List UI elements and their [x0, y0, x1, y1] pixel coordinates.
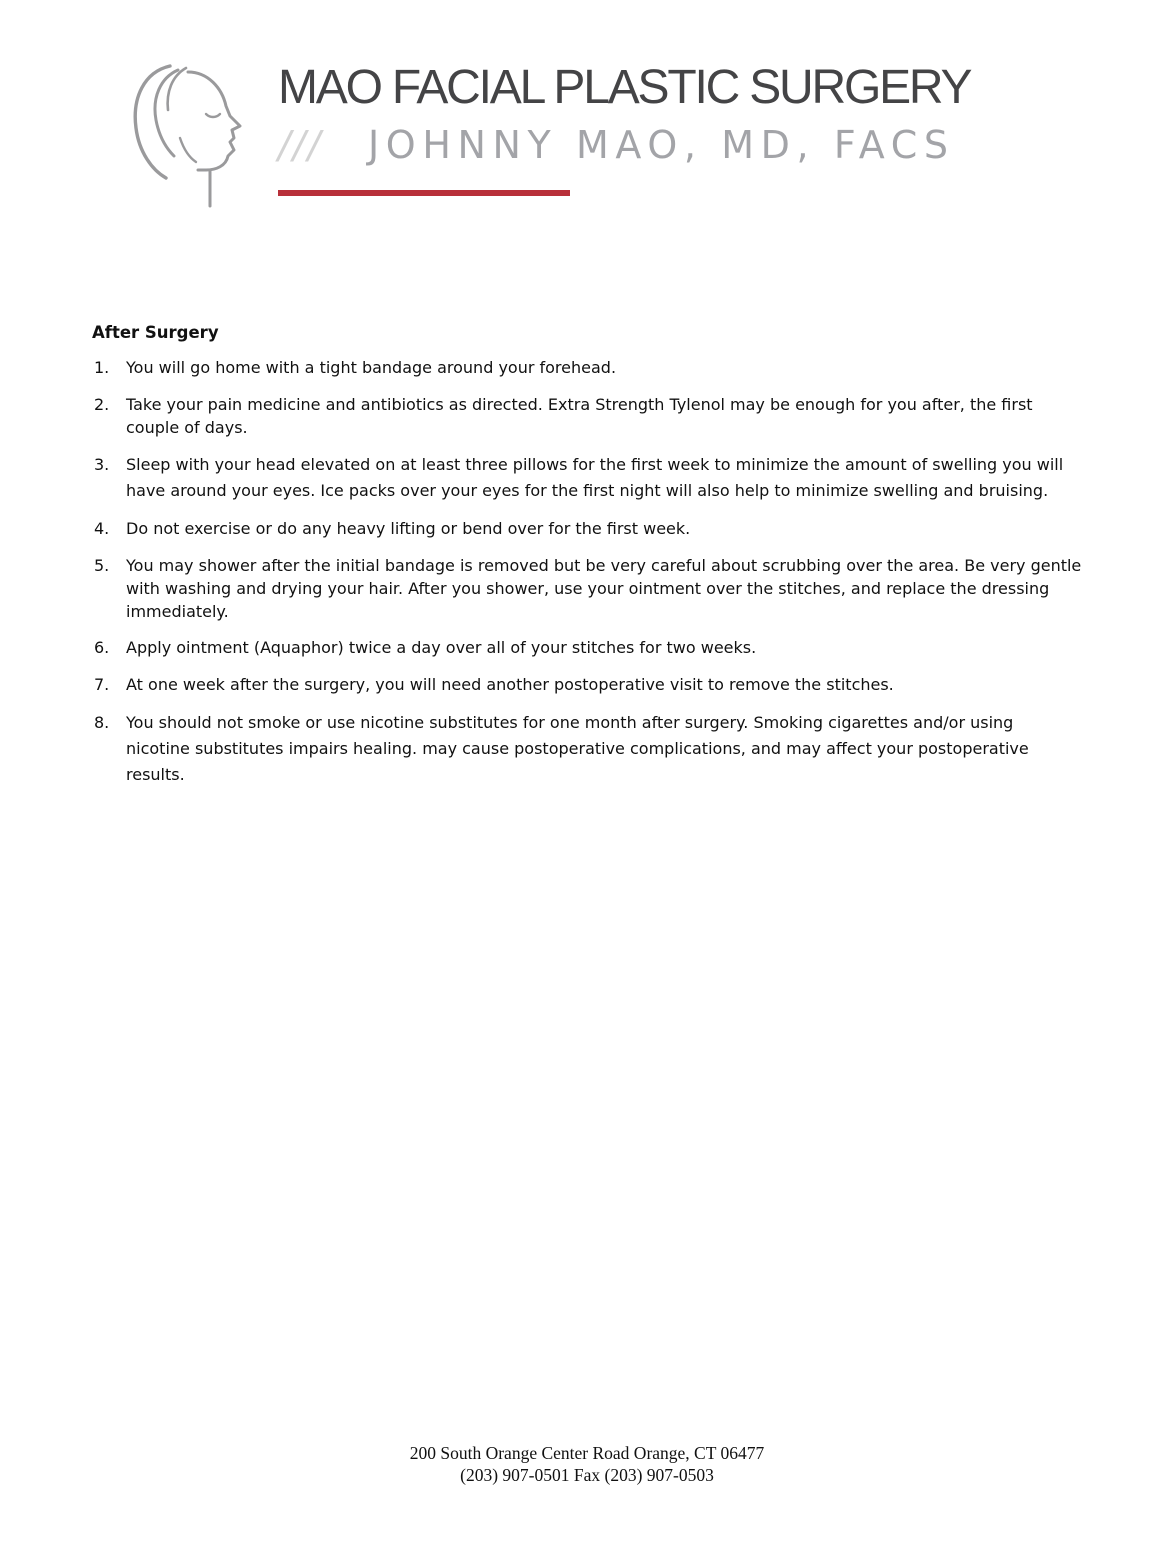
footer-address: 200 South Orange Center Road Orange, CT 06477 — [409, 1443, 765, 1463]
list-item-text: Apply ointment (Aquaphor) twice a day over all of your stitches for two weeks. — [126, 638, 757, 657]
list-item-number: 8. — [94, 713, 110, 732]
list-item — [92, 356, 1082, 380]
list-item-text: You should not smoke or use nicotine substitutes for one month after surgery. Smoking cigarettes and/or using nicotine substitutes impairs healing. may cause postoperative complications, and may affect your postoperative results. — [126, 713, 1029, 784]
doctor-name: JOHNNY MAO, MD, FACS — [368, 123, 955, 167]
list-item-text: You will go home with a tight bandage around your forehead. — [126, 358, 617, 377]
list-item — [92, 710, 1082, 788]
list-item-number: 3. — [94, 455, 110, 474]
list-item-number: 4. — [94, 519, 110, 538]
list-item — [92, 452, 1082, 504]
list-item-text: Sleep with your head elevated on at least three pillows for the first week to minimize the amount of swelling you will have around your eyes. Ice packs over your eyes for the first night will also help to minimize swelling and bruising. — [126, 455, 1064, 500]
document-body — [92, 322, 1082, 801]
list-item-number: 1. — [94, 358, 110, 377]
instructions-list — [92, 356, 1082, 788]
list-item-text: At one week after the surgery, you will need another postoperative visit to remove the stitches. — [126, 675, 894, 694]
list-item-number: 6. — [94, 638, 110, 657]
list-item-number: 2. — [94, 395, 110, 414]
page-footer — [0, 1442, 1174, 1486]
footer-phone-fax: (203) 907-0501 Fax (203) 907-0503 — [460, 1465, 714, 1485]
list-item — [92, 636, 1082, 660]
list-item — [92, 517, 1082, 541]
brand-accent-rule — [278, 190, 570, 196]
list-item — [92, 393, 1082, 439]
section-title: After Surgery — [92, 323, 219, 342]
list-item — [92, 554, 1082, 623]
list-item — [92, 673, 1082, 697]
list-item-text: Take your pain medicine and antibiotics as directed. Extra Strength Tylenol may be enough for you after, the first couple of days. — [126, 395, 1033, 437]
practice-name: MAO FACIAL PLASTIC SURGERY — [278, 61, 971, 114]
list-item-number: 7. — [94, 675, 110, 694]
list-item-number: 5. — [94, 556, 110, 575]
face-profile-logo-icon — [126, 58, 256, 208]
list-item-text: Do not exercise or do any heavy lifting or bend over for the first week. — [126, 519, 691, 538]
brand-slashes: /// — [278, 123, 323, 167]
list-item-text: You may shower after the initial bandage is removed but be very careful about scrubbing over the area. Be very gentle with washing and drying your hair. After you shower, use your ointment over the stitches, and replace the dressing immediately. — [126, 556, 1082, 621]
letterhead — [118, 52, 1018, 212]
